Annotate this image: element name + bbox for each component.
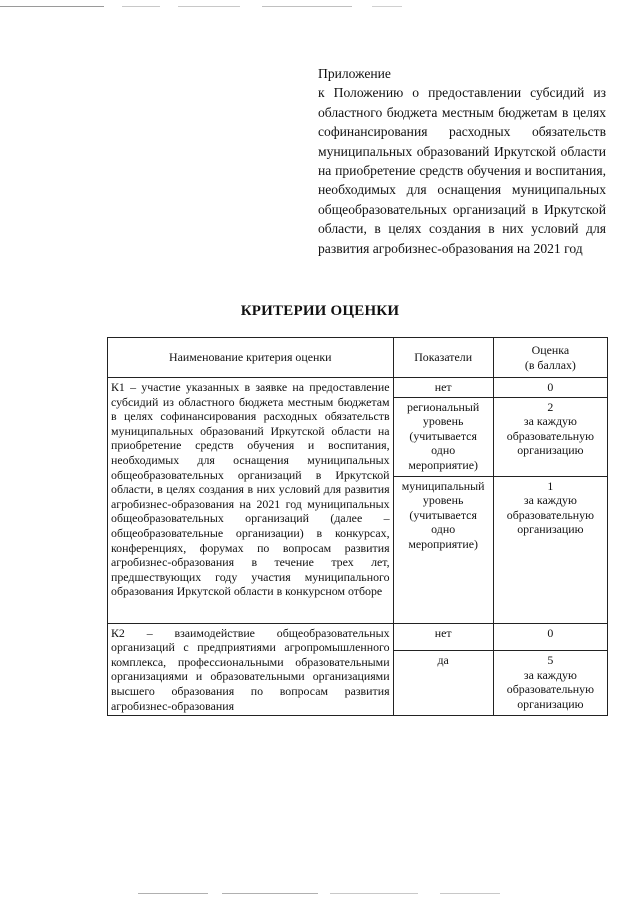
score-cell — [493, 397, 607, 476]
indicator-cell: да — [393, 651, 493, 716]
criteria-table — [107, 337, 608, 716]
header-score — [493, 338, 607, 378]
header-score-line2: (в баллах) — [524, 357, 576, 372]
header-criterion: Наименование критерия оценки — [108, 338, 394, 378]
appendix-text: к Положению о предоставлении субсидий из областного бюджета местным бюджетам в целях софинансирования расходных обязательств муниципальных образований Иркутской области на приобретение средств обучения и воспитания, необходимых для оснащения муниципальных общеобразовательных организаций в Иркутской области, в целях создания в них условий для развития агробизнес-образования на 2021 год — [318, 85, 606, 256]
score-note: за каждую образовательную организацию — [506, 493, 594, 537]
appendix-title: Приложение — [318, 66, 391, 81]
score-value: 2 — [547, 399, 554, 414]
score-value: 0 — [547, 380, 554, 394]
header-score-line1: Оценка — [531, 342, 570, 357]
header-indicators: Показатели — [393, 338, 493, 378]
score-cell — [493, 651, 607, 716]
scan-artifact-top — [0, 6, 640, 8]
criterion-k1: К1 – участие указанных в заявке на предоставление субсидий из областного бюджета местным бюджетам в целях софинансирования расходных обязательств муниципальных образований Иркутской области на приобретение средств обучения и воспитания, необходимых для оснащения муниципальных общеобразовательных организаций в Иркутской области, в целях создания в них условий для развития агробизнес-образования на 2021 год муниципальных общеобразовательных организаций (далее – общеобразовательные организации) в конкурсах, конференциях, форумах по вопросам развития агробизнес-образования в течение трех лет, предшествующих году участия муниципального образования Иркутской области в конкурсном отборе — [108, 378, 394, 624]
score-cell — [493, 378, 607, 398]
score-cell — [493, 623, 607, 651]
score-value: 5 — [547, 653, 554, 668]
table-header-row — [108, 338, 608, 378]
indicator-cell: муниципальный уровень (учитывается одно мероприятие) — [393, 476, 493, 623]
score-value: 1 — [547, 478, 554, 493]
scan-artifact-bottom — [0, 893, 640, 895]
score-value: 0 — [547, 625, 554, 640]
page-title: КРИТЕРИИ ОЦЕНКИ — [240, 303, 400, 319]
score-note: за каждую образовательную организацию — [506, 667, 594, 711]
indicator-cell: нет — [393, 378, 493, 398]
appendix-block — [318, 64, 606, 258]
criterion-k2: К2 – взаимодействие общеобразовательных организаций с предприятиями агропромышленного комплекса, профессиональными образовательными организациями и образовательными организациями высшего образования по вопросам развития агробизнес-образования — [108, 623, 394, 716]
indicator-cell: региональный уровень (учитывается одно мероприятие) — [393, 397, 493, 476]
table-row — [108, 378, 608, 398]
table-row — [108, 623, 608, 651]
score-note: за каждую образовательную организацию — [506, 414, 594, 458]
indicator-cell: нет — [393, 623, 493, 651]
score-cell — [493, 476, 607, 623]
